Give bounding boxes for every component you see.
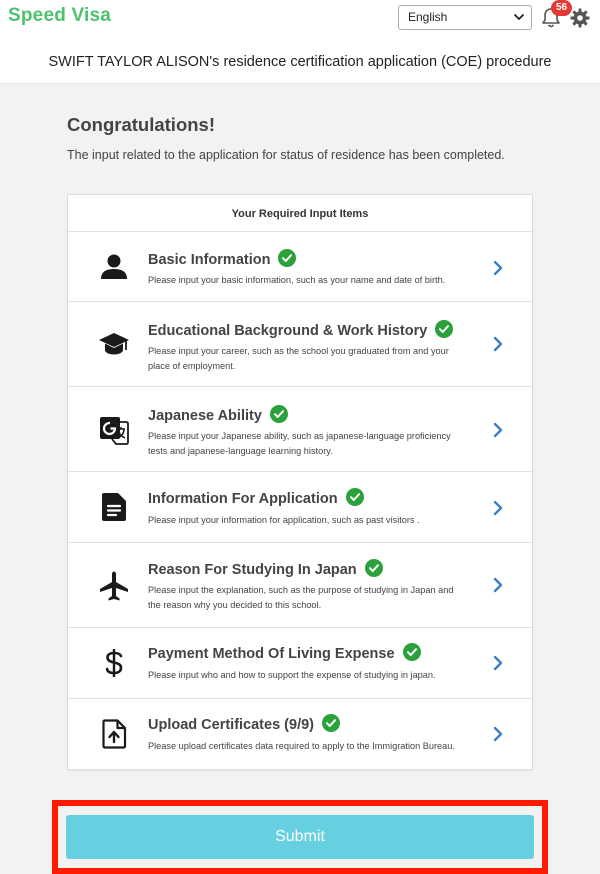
language-select[interactable] bbox=[398, 5, 532, 30]
person-icon bbox=[98, 251, 130, 283]
item-description: Please input who and how to support the expense of studying in japan. bbox=[148, 670, 436, 680]
required-items-title: Your Required Input Items bbox=[68, 195, 532, 232]
check-circle-icon bbox=[403, 643, 421, 661]
item-title: Japanese Ability bbox=[148, 405, 288, 424]
item-title: Payment Method Of Living Expense bbox=[148, 643, 421, 662]
item-description: Please upload certificates data required to apply to the Immigration Bureau. bbox=[148, 741, 455, 751]
submit-highlight-frame bbox=[52, 800, 548, 874]
chevron-right-icon[interactable] bbox=[492, 500, 504, 516]
item-description: Please input your career, such as the school you graduated from and your place of employment. bbox=[148, 346, 449, 371]
required-items-card bbox=[67, 194, 533, 770]
graduation-cap-icon bbox=[98, 328, 130, 360]
item-upload-certificates[interactable] bbox=[68, 699, 532, 769]
page-header bbox=[0, 38, 600, 84]
item-title: Upload Certificates (9/9) bbox=[148, 714, 340, 733]
check-circle-icon bbox=[346, 488, 364, 506]
chevron-right-icon[interactable] bbox=[492, 336, 504, 352]
item-description: Please input your Japanese ability, such as japanese-language proficiency tests and japanese-language learning history. bbox=[148, 431, 451, 456]
main-content bbox=[0, 84, 600, 874]
item-title: Basic Information bbox=[148, 249, 296, 268]
translate-icon bbox=[98, 414, 130, 446]
check-circle-icon bbox=[278, 249, 296, 267]
item-basic-information[interactable] bbox=[68, 232, 532, 302]
item-title: Educational Background & Work History bbox=[148, 320, 453, 339]
page-title: SWIFT TAYLOR ALISON's residence certification application (COE) procedure bbox=[48, 54, 552, 70]
gear-icon[interactable] bbox=[570, 8, 590, 28]
check-circle-icon bbox=[365, 559, 383, 577]
chevron-right-icon[interactable] bbox=[492, 577, 504, 593]
check-circle-icon bbox=[435, 320, 453, 338]
app-logo[interactable]: Speed Visa bbox=[8, 5, 112, 26]
notification-badge: 56 bbox=[551, 0, 572, 16]
dollar-icon bbox=[98, 647, 130, 679]
item-reason-for-studying[interactable] bbox=[68, 543, 532, 628]
chevron-right-icon[interactable] bbox=[492, 726, 504, 742]
airplane-icon bbox=[98, 570, 130, 602]
status-message: The input related to the application for status of residence has been completed. bbox=[67, 148, 505, 162]
chevron-right-icon[interactable] bbox=[492, 422, 504, 438]
submit-button[interactable]: Submit bbox=[66, 815, 534, 859]
top-bar bbox=[0, 0, 600, 38]
check-circle-icon bbox=[270, 405, 288, 423]
status-heading: Congratulations! bbox=[67, 114, 215, 135]
item-information-for-application[interactable] bbox=[68, 472, 532, 543]
chevron-down-icon bbox=[513, 11, 525, 23]
language-select-value: English bbox=[408, 10, 448, 24]
item-payment-method[interactable] bbox=[68, 628, 532, 699]
upload-file-icon bbox=[98, 718, 130, 750]
item-title: Reason For Studying In Japan bbox=[148, 559, 383, 578]
chevron-right-icon[interactable] bbox=[492, 655, 504, 671]
item-japanese-ability[interactable] bbox=[68, 387, 532, 472]
item-title: Information For Application bbox=[148, 488, 364, 507]
item-educational-background[interactable] bbox=[68, 302, 532, 387]
document-icon bbox=[98, 491, 130, 523]
item-description: Please input your information for application, such as past visitors . bbox=[148, 515, 420, 525]
item-description: Please input your basic information, such as your name and date of birth. bbox=[148, 275, 446, 285]
item-description: Please input the explanation, such as the purpose of studying in Japan and the reason why you decided to this school. bbox=[148, 585, 454, 610]
chevron-right-icon[interactable] bbox=[492, 260, 504, 276]
check-circle-icon bbox=[322, 714, 340, 732]
